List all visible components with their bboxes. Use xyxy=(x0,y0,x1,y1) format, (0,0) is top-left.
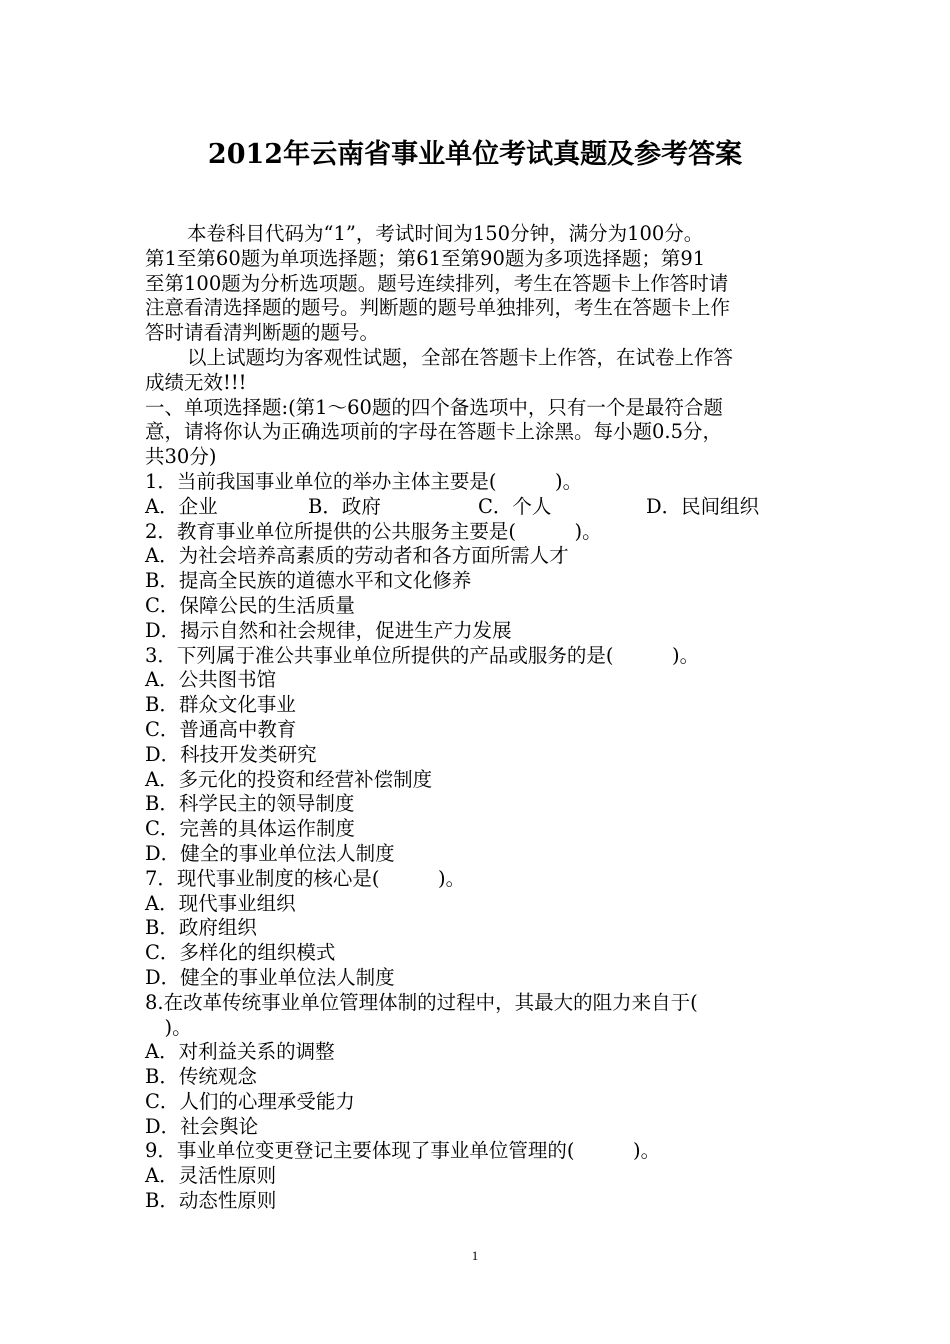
question-line: 7．现代事业制度的核心是( )。 xyxy=(145,866,466,890)
question-line: )。 xyxy=(145,1015,192,1039)
option-a: A．企业 xyxy=(145,494,218,518)
question-line: 2．教育事业单位所提供的公共服务主要是( )。 xyxy=(145,519,602,543)
option-line: C．人们的心理承受能力 xyxy=(145,1089,355,1113)
option-line: D．健全的事业单位法人制度 xyxy=(145,965,395,989)
question-1-stem: 1．当前我国事业单位的举办主体主要是( )。 xyxy=(145,469,583,493)
question-line: 8.在改革传统事业单位管理体制的过程中，其最大的阻力来自于( xyxy=(145,990,698,1014)
section-heading-line: 一、单项选择题:(第1～60题的四个备选项中，只有一个是最符合题 xyxy=(145,395,723,419)
option-d: D．民间组织 xyxy=(646,494,760,518)
option-line: B．政府组织 xyxy=(145,916,257,940)
question-line: 9．事业单位变更登记主要体现了事业单位管理的( )。 xyxy=(145,1139,661,1163)
option-line: D．社会舆论 xyxy=(145,1114,259,1138)
document-title: 2012年云南省事业单位考试真题及参考答案 xyxy=(207,139,743,170)
notice-line: 以上试题均为客观性试题，全部在答题卡上作答，在试卷上作答 xyxy=(187,345,734,369)
option-line: B．动态性原则 xyxy=(145,1189,277,1213)
intro-line: 至第100题为分析选项题。题号连续排列，考生在答题卡上作答时请 xyxy=(145,271,729,295)
option-line: B．传统观念 xyxy=(145,1065,257,1089)
option-line: D．健全的事业单位法人制度 xyxy=(145,841,395,865)
question-1-options xyxy=(145,495,810,520)
option-line: A．多元化的投资和经营补偿制度 xyxy=(145,767,433,791)
option-line: C．普通高中教育 xyxy=(145,717,297,741)
intro-line: 答时请看清判断题的题号。 xyxy=(145,321,380,345)
option-line: C．保障公民的生活质量 xyxy=(145,593,355,617)
option-c: C．个人 xyxy=(478,494,552,518)
document-body xyxy=(145,222,810,1214)
option-line: A．公共图书馆 xyxy=(145,668,277,692)
option-line: A．现代事业组织 xyxy=(145,891,296,915)
intro-line: 本卷科目代码为“1”，考试时间为150分钟，满分为100分。 xyxy=(187,222,704,245)
notice-line: 成绩无效!!! xyxy=(145,370,247,394)
section-heading-line: 共30分) xyxy=(145,445,217,469)
question-line: 3．下列属于准公共事业单位所提供的产品或服务的是( )。 xyxy=(145,643,700,667)
option-line: A．对利益关系的调整 xyxy=(145,1040,335,1064)
option-line: B．群众文化事业 xyxy=(145,693,296,717)
option-line: B．科学民主的领导制度 xyxy=(145,792,355,816)
option-line: D．揭示自然和社会规律，促进生产力发展 xyxy=(145,618,512,642)
option-line: B．提高全民族的道德水平和文化修养 xyxy=(145,569,472,593)
intro-line: 注意看清选择题的题号。判断题的题号单独排列，考生在答题卡上作 xyxy=(145,296,731,320)
option-line: A．为社会培养高素质的劳动者和各方面所需人才 xyxy=(145,544,569,568)
option-line: C．多样化的组织模式 xyxy=(145,941,336,965)
page-number: 1 xyxy=(471,1248,479,1263)
option-line: A．灵活性原则 xyxy=(145,1164,277,1188)
intro-line: 第1至第60题为单项选择题；第61至第90题为多项选择题；第91 xyxy=(145,246,706,270)
option-line: C．完善的具体运作制度 xyxy=(145,817,355,841)
section-heading-line: 意，请将你认为正确选项前的字母在答题卡上涂黑。每小题0.5分， xyxy=(145,420,723,444)
option-line: D．科技开发类研究 xyxy=(145,742,317,766)
option-b: B．政府 xyxy=(308,494,381,518)
